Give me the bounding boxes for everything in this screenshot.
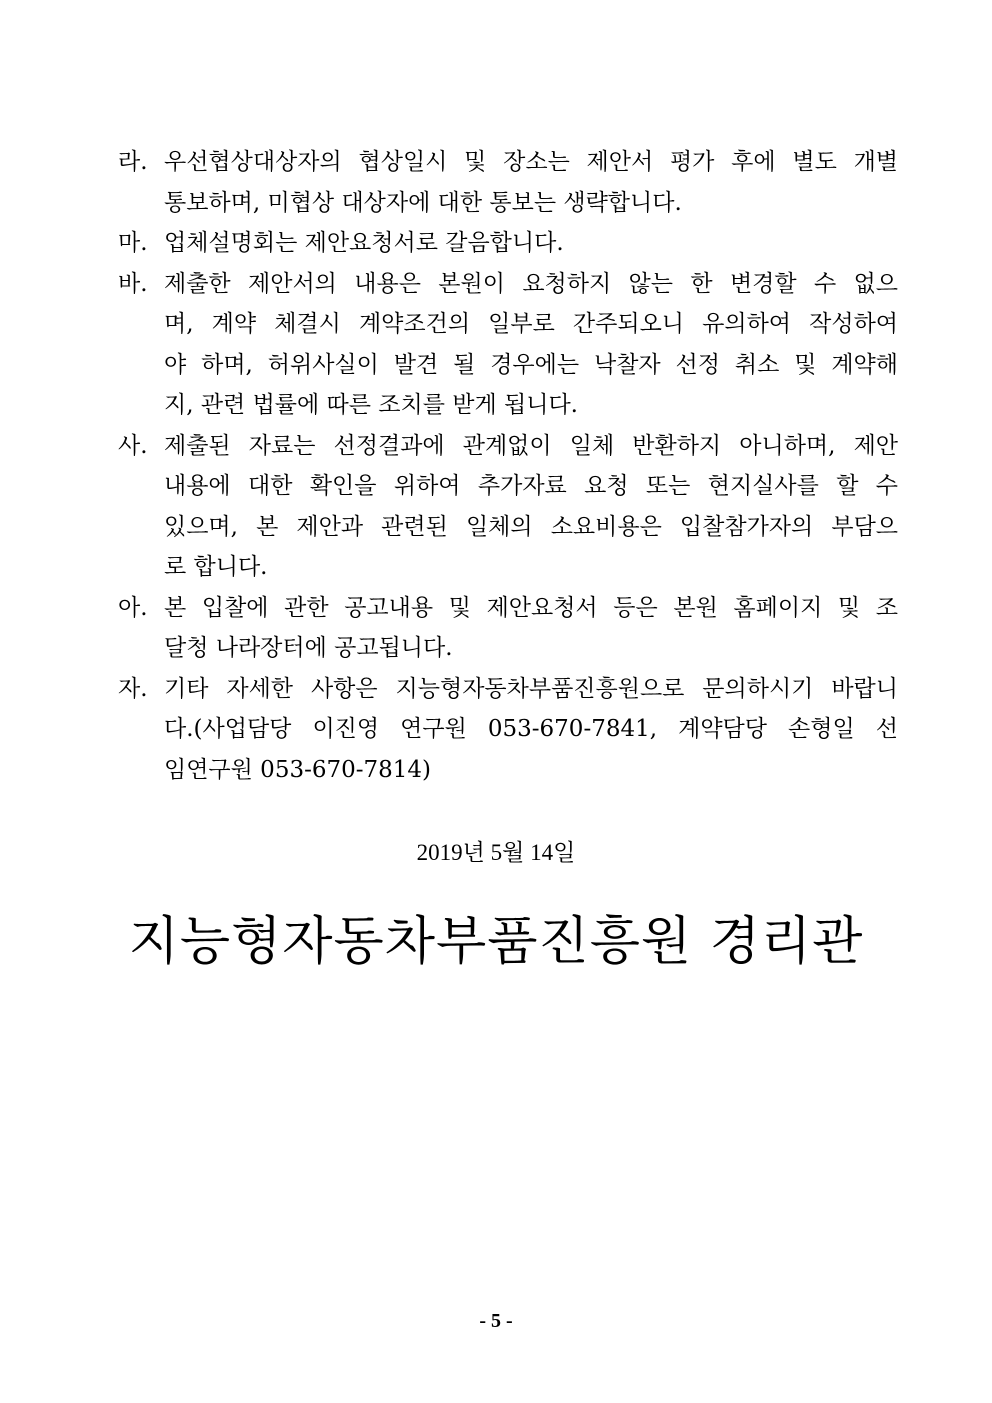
- item-text: [164, 223, 898, 264]
- notice-item-ba: [118, 264, 898, 426]
- item-line: 있으며, 본 제안과 관련된 일체의 소요비용은 입찰참가자의 부담으: [164, 513, 898, 540]
- item-line: 제출된 자료는 선정결과에 관계없이 일체 반환하지 아니하며, 제안: [164, 432, 898, 459]
- notice-items: [118, 142, 898, 790]
- item-line: 본 입찰에 관한 공고내용 및 제안요청서 등은 본원 홈페이지 및 조: [164, 594, 898, 621]
- item-line: 며, 계약 체결시 계약조건의 일부로 간주되오니 유의하여 작성하여: [164, 311, 898, 337]
- item-text: [164, 669, 898, 791]
- item-line: 다.(사업담당 이진영 연구원 053-670-7841, 계약담당 손형일 선: [164, 716, 898, 742]
- notice-item-sa: [118, 426, 898, 588]
- notice-date: 2019년 5월 14일: [416, 840, 576, 865]
- notice-item-a: [118, 588, 898, 669]
- page-number: - 5 -: [479, 1310, 513, 1332]
- item-marker: 자.: [118, 675, 148, 702]
- item-line: 임연구원 053-670-7814): [164, 756, 432, 783]
- item-text: [164, 264, 898, 426]
- item-text: [164, 588, 898, 669]
- item-line: 지, 관련 법률에 따른 조치를 받게 됩니다.: [164, 392, 578, 418]
- item-line: 기타 자세한 사항은 지능형자동차부품진흥원으로 문의하시기 바랍니: [164, 675, 898, 702]
- item-line: 통보하며, 미협상 대상자에 대한 통보는 생략합니다.: [164, 189, 682, 216]
- issuing-organization: 지능형자동차부품진흥원 경리관: [128, 912, 864, 972]
- item-marker: 마.: [118, 230, 148, 256]
- item-line: 제출한 제안서의 내용은 본원이 요청하지 않는 한 변경할 수 없으: [164, 270, 898, 297]
- item-marker: 아.: [118, 594, 148, 621]
- item-line: 달청 나라장터에 공고됩니다.: [164, 635, 453, 661]
- notice-item-ma: [118, 223, 898, 264]
- item-line: 야 하며, 허위사실이 발견 될 경우에는 낙찰자 선정 취소 및 계약해: [164, 351, 898, 378]
- item-line: 로 합니다.: [164, 554, 268, 580]
- item-marker: 바.: [118, 270, 148, 297]
- notice-item-ja: [118, 669, 898, 791]
- item-line: 업체설명회는 제안요청서로 갈음합니다.: [164, 230, 564, 256]
- item-line: 우선협상대상자의 협상일시 및 장소는 제안서 평가 후에 별도 개별: [164, 149, 898, 175]
- notice-item-ra: [118, 142, 898, 223]
- item-marker: 사.: [118, 432, 148, 459]
- item-text: [164, 426, 898, 588]
- item-line: 내용에 대한 확인을 위하여 추가자료 요청 또는 현지실사를 할 수: [164, 473, 898, 499]
- item-marker: 라.: [118, 149, 148, 175]
- item-text: [164, 142, 898, 223]
